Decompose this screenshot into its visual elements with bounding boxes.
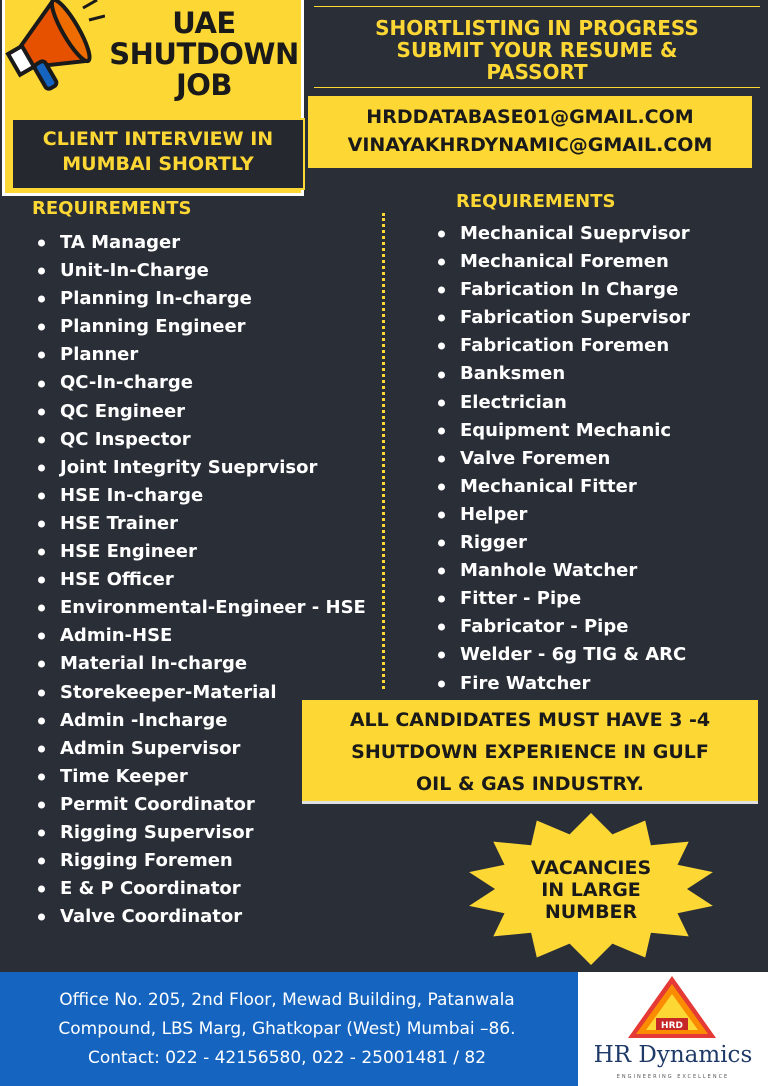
requirement-item: Rigging Foremen xyxy=(34,847,366,875)
requirement-item: Joint Integrity Sueprvisor xyxy=(34,454,366,482)
address-line: Office No. 205, 2nd Floor, Mewad Building, Patanwala xyxy=(59,990,515,1010)
requirement-item: Unit-In-Charge xyxy=(34,257,366,285)
requirement-item: Mechanical Foremen xyxy=(434,248,690,276)
requirements-list-right xyxy=(434,220,690,698)
company-name: HR Dynamics xyxy=(593,1042,753,1068)
requirement-item: Electrician xyxy=(434,389,690,417)
email-panel xyxy=(308,96,752,168)
requirement-item: HSE Officer xyxy=(34,566,366,594)
requirement-item: Fabrication Supervisor xyxy=(434,304,690,332)
requirement-item: Fabrication Foremen xyxy=(434,332,690,360)
requirements-heading-left: REQUIREMENTS xyxy=(32,198,192,219)
contact-line: Contact: 022 - 42156580, 022 - 25001481 / 82 xyxy=(87,1048,487,1068)
experience-notice xyxy=(302,700,758,804)
requirement-item: Banksmen xyxy=(434,360,690,388)
notice-line: OIL & GAS INDUSTRY. xyxy=(416,773,644,795)
vacancies-badge-text xyxy=(464,857,718,923)
interview-line: MUMBAI SHORTLY xyxy=(62,153,254,175)
interview-line: CLIENT INTERVIEW IN xyxy=(42,128,274,150)
megaphone-icon xyxy=(5,0,105,100)
requirement-item: Fire Watcher xyxy=(434,670,690,698)
notice-line: ALL CANDIDATES MUST HAVE 3 -4 xyxy=(349,709,711,731)
requirement-item: Planner xyxy=(34,341,366,369)
requirement-item: Helper xyxy=(434,501,690,529)
logo-mark-text: HRD xyxy=(661,1021,683,1031)
requirement-item: Material In-charge xyxy=(34,650,366,678)
interview-banner xyxy=(11,118,305,190)
shortlist-notice xyxy=(314,6,760,88)
dotted-divider xyxy=(382,213,385,689)
requirements-heading-right: REQUIREMENTS xyxy=(456,191,616,212)
requirement-item: QC Inspector xyxy=(34,426,366,454)
poster-title xyxy=(101,8,307,101)
email-link[interactable]: VINAYAKHRDYNAMIC@GMAIL.COM xyxy=(347,134,713,156)
requirement-item: TA Manager xyxy=(34,229,366,257)
shortlist-line: SUBMIT YOUR RESUME & xyxy=(396,38,678,62)
hrd-logo-icon xyxy=(620,974,724,1040)
requirement-item: Admin -Incharge xyxy=(34,707,366,735)
requirement-item: Admin Supervisor xyxy=(34,735,366,763)
requirement-item: QC-In-charge xyxy=(34,369,366,397)
requirement-item: HSE In-charge xyxy=(34,482,366,510)
requirement-item: Time Keeper xyxy=(34,763,366,791)
requirement-item: Valve Foremen xyxy=(434,445,690,473)
requirement-item: Welder - 6g TIG & ARC xyxy=(434,641,690,669)
requirement-item: Mechanical Fitter xyxy=(434,473,690,501)
requirement-item: Mechanical Sueprvisor xyxy=(434,220,690,248)
company-logo xyxy=(578,972,768,1086)
company-tagline: ENGINEERING EXCELLENCE xyxy=(616,1074,730,1080)
requirement-item: Planning Engineer xyxy=(34,313,366,341)
vacancies-line: VACANCIES xyxy=(530,857,652,879)
requirement-item: Valve Coordinator xyxy=(34,903,366,931)
office-address xyxy=(0,986,574,1073)
requirement-item: Manhole Watcher xyxy=(434,557,690,585)
requirement-item: HSE Trainer xyxy=(34,510,366,538)
address-line: Compound, LBS Marg, Ghatkopar (West) Mumbai –86. xyxy=(58,1019,516,1039)
title-line: SHUTDOWN xyxy=(109,37,299,71)
requirement-item: Admin-HSE xyxy=(34,622,366,650)
vacancies-line: NUMBER xyxy=(544,901,638,923)
requirement-item: Fabricator - Pipe xyxy=(434,613,690,641)
title-line: UAE xyxy=(172,6,236,40)
requirement-item: E & P Coordinator xyxy=(34,875,366,903)
requirement-item: Planning In-charge xyxy=(34,285,366,313)
requirement-item: Rigger xyxy=(434,529,690,557)
footer xyxy=(0,972,768,1086)
requirement-item: Rigging Supervisor xyxy=(34,819,366,847)
requirement-item: Environmental-Engineer - HSE xyxy=(34,594,366,622)
vacancies-line: IN LARGE xyxy=(541,879,641,901)
requirement-item: Permit Coordinator xyxy=(34,791,366,819)
title-panel xyxy=(2,0,304,196)
requirement-item: Storekeeper-Material xyxy=(34,679,366,707)
email-link[interactable]: HRDDATABASE01@GMAIL.COM xyxy=(366,106,694,128)
requirement-item: Fitter - Pipe xyxy=(434,585,690,613)
requirement-item: Fabrication In Charge xyxy=(434,276,690,304)
notice-line: SHUTDOWN EXPERIENCE IN GULF xyxy=(351,741,709,763)
shortlist-line: PASSORT xyxy=(486,60,588,84)
title-line: JOB xyxy=(175,68,233,102)
shortlist-line: SHORTLISTING IN PROGRESS xyxy=(375,16,699,40)
requirement-item: Equipment Mechanic xyxy=(434,417,690,445)
requirement-item: QC Engineer xyxy=(34,398,366,426)
requirement-item: HSE Engineer xyxy=(34,538,366,566)
requirements-list-left xyxy=(34,229,366,931)
